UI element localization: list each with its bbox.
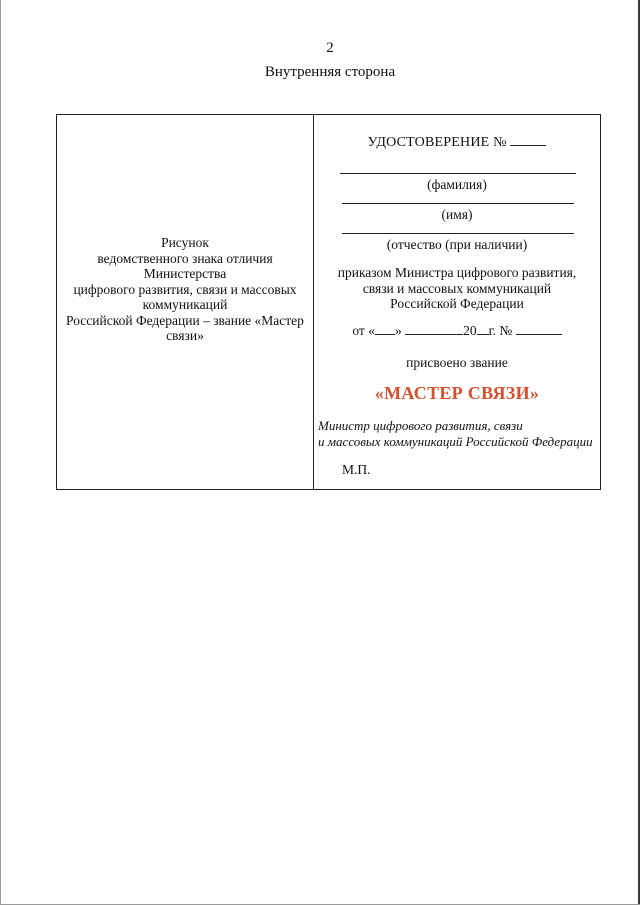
badge-caption-line: Российской Федерации – звание «Мастер [66,312,304,328]
order-text-line: связи и массовых коммуникаций [362,280,552,296]
date-prefix: от « [352,323,375,338]
badge-caption-line: цифрового развития, связи и массовых [73,281,297,297]
certificate-number-field[interactable] [510,133,546,146]
badge-caption-line: ведомственного знака отличия [97,250,273,266]
badge-caption-line: коммуникаций [142,297,228,312]
certificate-title: УДОСТОВЕРЕНИЕ № [367,135,507,150]
badge-caption-line: Министерства [143,266,227,281]
day-field[interactable] [375,323,395,335]
rank-title: «МАСТЕР СВЯЗИ» [374,383,540,403]
certificate-details-panel [314,115,600,489]
order-text-line: Российской Федерации [390,296,524,311]
badge-caption-line: Рисунок [161,235,209,250]
page-number: 2 [326,40,334,56]
page-edge-left [0,0,1,905]
seal-placeholder: М.П. [342,462,371,477]
certificate-form [56,114,601,490]
page-heading: Внутренняя сторона [264,64,396,80]
badge-caption-line: связи» [166,328,204,343]
year-field[interactable] [477,323,489,335]
minister-line: и массовых коммуникаций Российской Федерации [318,434,593,449]
surname-field[interactable] [340,173,576,174]
year-prefix: 20 [463,323,477,338]
patronymic-caption: (отчество (при наличии) [386,237,528,252]
badge-caption [57,235,313,344]
order-date-row [314,323,600,339]
surname-caption: (фамилия) [427,177,487,192]
order-number-label: г. № [488,323,513,338]
awarded-text: присвоено звание [406,355,508,370]
name-field[interactable] [342,203,574,204]
order-number-field[interactable] [516,323,562,335]
order-text-line: приказом Министра цифрового развития, [337,265,577,280]
month-field[interactable] [405,323,463,335]
minister-signature-block [318,418,593,450]
patronymic-field[interactable] [342,233,574,234]
name-caption: (имя) [441,207,473,222]
date-quote-close: » [394,323,402,338]
minister-line: Министр цифрового развития, связи [318,418,523,433]
certificate-title-row [314,133,600,151]
badge-image-panel [57,115,314,489]
